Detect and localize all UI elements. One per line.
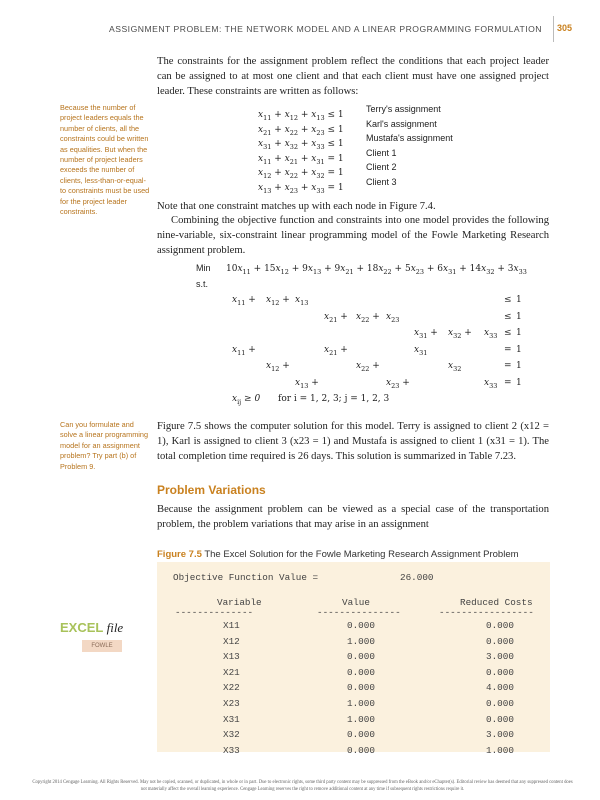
cell-reduced-cost: 0.000: [486, 713, 514, 725]
nonnegativity: [232, 393, 260, 407]
running-head: ASSIGNMENT PROBLEM: THE NETWORK MODEL AND A LINEAR PROGRAMMING FORMULATION: [108, 24, 542, 34]
lp-term: $x_{22}$ +: [356, 361, 380, 373]
paragraph-node-note: Note that one constraint matches up with each node in Figure 7.4.: [157, 201, 436, 212]
cell-reduced-cost: 3.000: [486, 651, 514, 663]
lp-term: $x_{13}$: [295, 295, 309, 307]
paragraph-solution: Figure 7.5 shows the computer solution for this model. Terry is assigned to client 2 (x12 = 1), Karl is assigned to client 3 (x23 = 1) and Mustafa is assigned to client 1 (x31 = 1). The total completion time required is 26 days. This solution is summarized in Table 7.23.: [157, 421, 549, 462]
lp-term: $x_{32}$: [448, 361, 462, 373]
page-header: [0, 0, 600, 40]
page-number: 305: [557, 23, 573, 33]
constraint-expression: $x_{12} + x_{22} + x_{32} = 1$: [258, 168, 344, 180]
lp-term: $x_{32}$ +: [448, 328, 472, 340]
constraint-row: [258, 104, 441, 122]
header-divider: [553, 16, 554, 42]
lp-term: $x_{33}$: [484, 328, 498, 340]
constraint-row: [258, 147, 397, 166]
objective-expr: $10x_{11} + 15x_{12} + 9x_{13} + 9x_{21} + 18x_{22} + 5x_{23} + 6x_{31} + 14x_{32} + 3x_{33}$: [226, 264, 527, 276]
lp-term: $x_{21}$ +: [324, 344, 348, 357]
constraint-row: [258, 176, 397, 195]
cell-reduced-cost: 1.000: [486, 744, 514, 756]
lp-relation: =: [504, 344, 512, 355]
cell-reduced-cost: 0.000: [486, 698, 514, 709]
col-header-value: Value: [342, 597, 370, 608]
lp-relation: =: [504, 361, 512, 371]
constraint-row: [258, 118, 437, 137]
section-heading: Problem Variations: [157, 483, 266, 497]
constraint-expression: $x_{31} + x_{32} + x_{33} \le 1$: [258, 139, 344, 151]
objective-function: [226, 263, 527, 277]
cell-variable: X33: [223, 744, 240, 756]
col-underline-variable: --------------: [175, 607, 254, 618]
figure-title: The Excel Solution for the Fowle Marketing Research Assignment Problem: [204, 549, 519, 560]
cell-value: 1.000: [347, 713, 375, 725]
excel-file-word: file: [106, 620, 124, 635]
cell-reduced-cost: 4.000: [486, 682, 514, 694]
cell-variable: X22: [223, 682, 240, 694]
lp-rhs: 1: [516, 361, 522, 371]
st-label: s.t.: [196, 279, 209, 289]
objective-label: Objective Function Value =: [173, 572, 319, 583]
constraint-expression: $x_{13} + x_{23} + x_{33} = 1$: [258, 182, 344, 195]
cell-variable: X11: [223, 620, 240, 631]
lp-relation: =: [504, 377, 512, 388]
margin-note-try: Can you formulate and solve a linear programming model for an assignment problem? Try part (b) of Problem 9.: [60, 420, 149, 471]
cell-value: 1.000: [347, 635, 375, 647]
lp-term: $x_{23}$: [386, 311, 400, 324]
copyright-footer: Copyright 2014 Cengage Learning. All Rights Reserved. May not be copied, scanned, or duplicated, in whole or in part. Due to electronic rights, some third party content may be suppressed from the eBook and/or eChapter(s). Editorial review has deemed that any suppressed content does not materially affect the overall learning experience. Cengage Learning reserves the right to remove additional content at any time if subsequent rights restrictions require it.: [32, 780, 573, 792]
cell-reduced-cost: 0.000: [486, 635, 514, 647]
constraint-label: Karl's assignment: [366, 118, 437, 129]
lp-rhs: 1: [516, 295, 522, 305]
lp-term: $x_{11}$ +: [232, 295, 256, 307]
lp-relation: ≤: [504, 311, 512, 322]
constraint-expression: $x_{11} + x_{21} + x_{31} = 1$: [258, 153, 344, 166]
cell-reduced-cost: 0.000: [486, 620, 514, 631]
figure-number: Figure 7.5: [157, 549, 202, 560]
lp-term: $x_{31}$: [414, 344, 428, 357]
lp-relation: ≤: [504, 295, 512, 305]
lp-term: $x_{31}$ +: [414, 328, 438, 340]
constraint-expression: $x_{21} + x_{22} + x_{23} \le 1$: [258, 124, 344, 137]
lp-term: $x_{12}$ +: [266, 361, 290, 373]
cell-value: 0.000: [347, 744, 375, 756]
constraint-label: Mustafa's assignment: [366, 133, 453, 143]
excel-file-icon: [60, 620, 123, 636]
cell-variable: X13: [223, 651, 240, 663]
paragraph-combining: Combining the objective function and constraints into one model provides the following nine-variable, six-constraint linear programming model of the Fowle Marketing Research assignment problem.: [157, 215, 549, 256]
figure-caption: [157, 549, 519, 560]
lp-rhs: 1: [516, 328, 522, 338]
col-header-reduced-costs: Reduced Costs: [460, 597, 533, 608]
objective-value: 26.000: [400, 572, 434, 583]
lp-term: $x_{13}$ +: [295, 377, 319, 390]
col-underline-value: ---------------: [317, 607, 401, 618]
cell-reduced-cost: 0.000: [486, 666, 514, 678]
cell-value: 0.000: [347, 651, 375, 663]
constraint-row: [258, 162, 397, 180]
lp-term: $x_{23}$ +: [386, 377, 410, 390]
lp-model: [196, 263, 556, 415]
lp-rhs: 1: [516, 377, 522, 388]
cell-variable: X31: [223, 713, 240, 725]
constraint-label: Terry's assignment: [366, 104, 441, 114]
cell-variable: X12: [223, 635, 240, 647]
constraint-row: [258, 133, 453, 151]
cell-variable: X23: [223, 698, 240, 709]
cell-reduced-cost: 3.000: [486, 729, 514, 741]
lp-term: $x_{11}$ +: [232, 344, 256, 357]
constraint-list: [258, 104, 498, 196]
intro-paragraph: The constraints for the assignment problem reflect the conditions that each project leader can be assigned to at most one client and that each client must have one assigned project leader. These constraints are written as follows:: [157, 56, 549, 97]
excel-word: EXCEL: [60, 620, 104, 635]
cell-value: 1.000: [347, 698, 375, 709]
nonneg-lhs: $x_{ij} \ge 0$: [232, 394, 261, 406]
margin-note-equalities: Because the number of project leaders equals the number of clients, all the constraints could be written as equalities. But when the number of project leaders exceeds the number of clients, less-than-or-equal-to constraints must be used for the project leader constraints.: [60, 103, 150, 217]
lp-rhs: 1: [516, 344, 522, 355]
lp-term: $x_{21}$ +: [324, 311, 348, 324]
col-underline-reduced: -----------------: [439, 607, 534, 618]
constraint-label: Client 3: [366, 176, 397, 187]
lp-term: $x_{12}$ +: [266, 295, 290, 307]
cell-variable: X21: [223, 666, 240, 678]
cell-value: 0.000: [347, 666, 375, 678]
min-label: Min: [196, 263, 211, 273]
cell-value: 0.000: [347, 729, 375, 741]
nonneg-rhs: for i = 1, 2, 3; j = 1, 2, 3: [278, 394, 390, 404]
figure-box: [157, 562, 550, 756]
lp-term: $x_{33}$: [484, 377, 498, 390]
constraint-label: Client 1: [366, 147, 397, 158]
col-header-variable: Variable: [217, 597, 262, 608]
paragraph-variations: Because the assignment problem can be viewed as a special case of the transportation problem, the problem variations that may arise in an assignment: [157, 504, 549, 530]
lp-term: $x_{22}$ +: [356, 311, 380, 324]
lp-rhs: 1: [516, 311, 522, 322]
cell-value: 0.000: [347, 682, 375, 694]
cell-variable: X32: [223, 729, 240, 741]
constraint-expression: $x_{11} + x_{12} + x_{13} \le 1$: [258, 110, 344, 122]
fowle-file-badge: FOWLE: [82, 640, 122, 652]
constraint-label: Client 2: [366, 162, 397, 172]
cell-value: 0.000: [347, 620, 375, 631]
lp-relation: ≤: [504, 328, 512, 338]
